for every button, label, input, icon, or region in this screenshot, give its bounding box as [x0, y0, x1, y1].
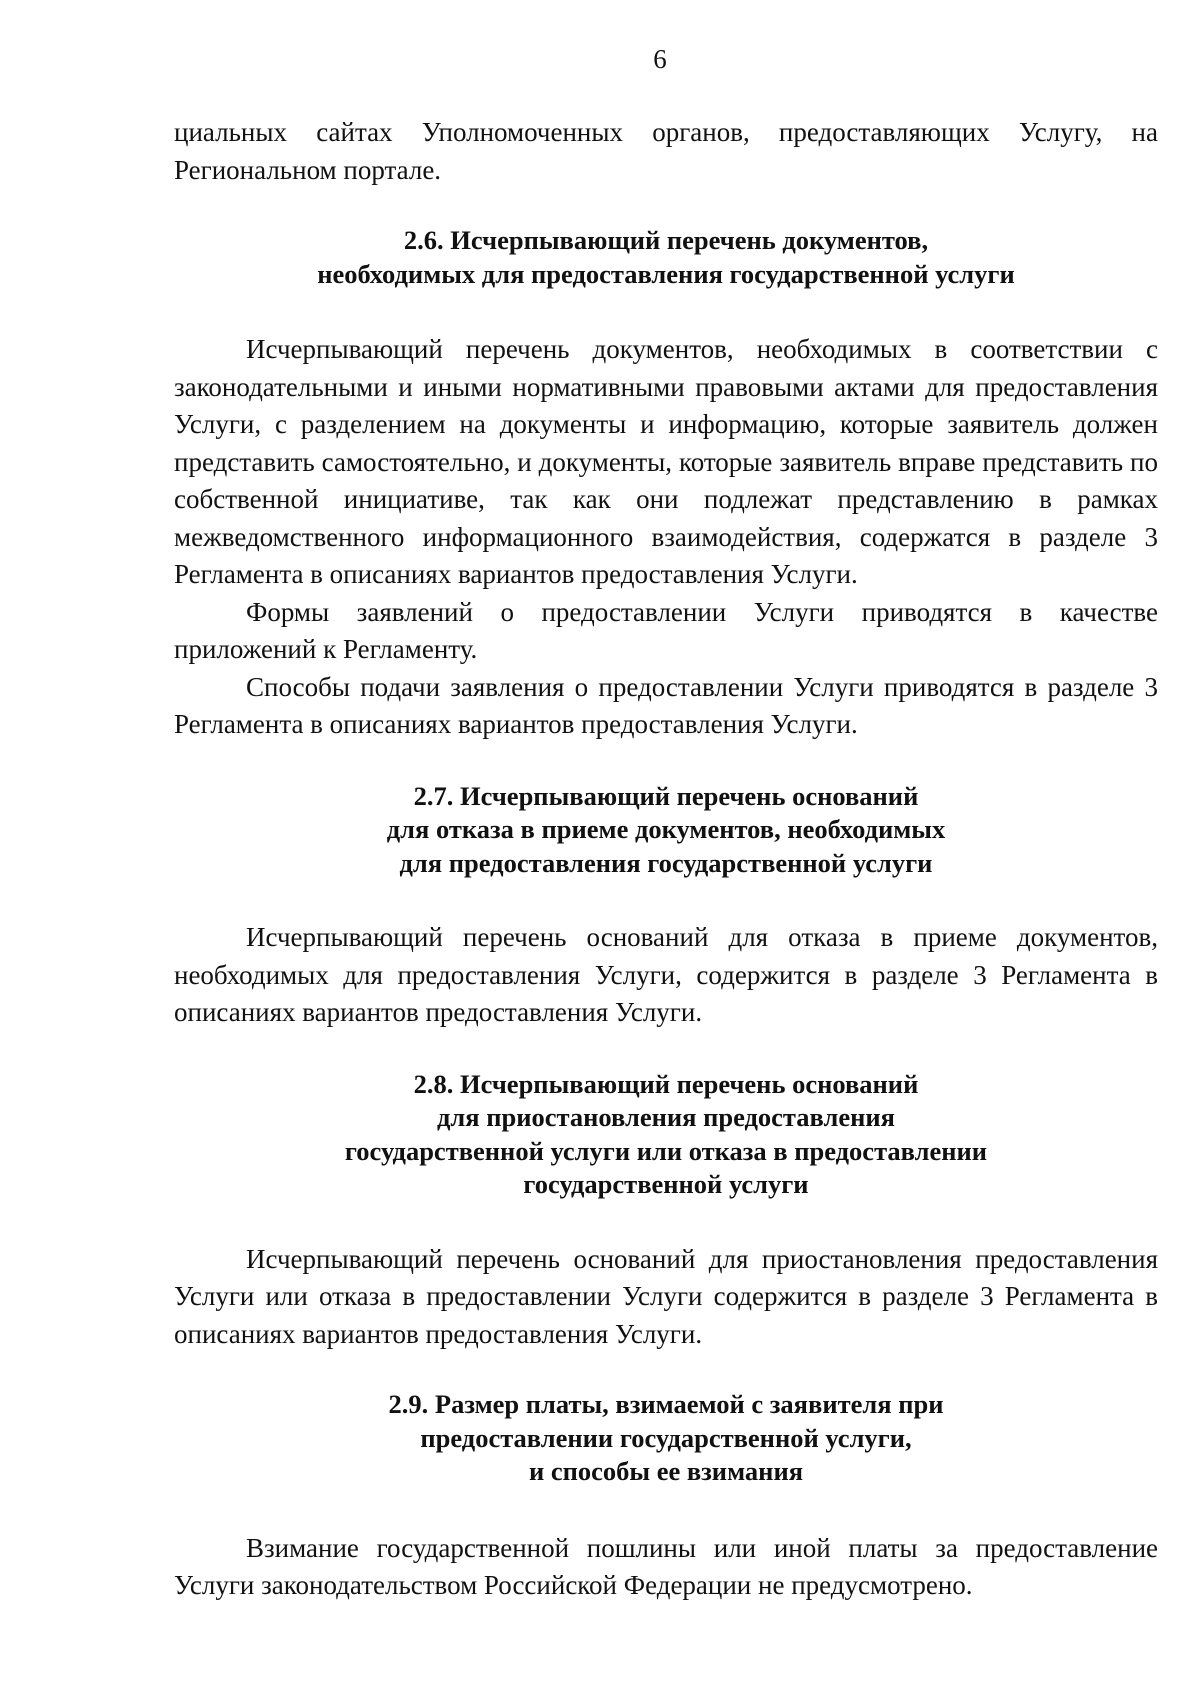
- heading-line: для предоставления государственной услуги: [399, 847, 933, 878]
- heading-line: 2.7. Исчерпывающий перечень оснований: [413, 780, 919, 811]
- heading-line: государственной услуги или отказа в предоставлении: [344, 1135, 988, 1166]
- heading-line: государственной услуги: [523, 1169, 809, 1199]
- section-2-9-paragraph-1: Взимание государственной пошлины или иной платы за предоставление Услуги законодательством Российской Федерации не предусмотрено.: [174, 1532, 1158, 1600]
- section-2-6-paragraph-3: Способы подачи заявления о предоставлении Услуги приводятся в разделе 3 Регламента в описаниях вариантов предоставления Услуги.: [174, 671, 1158, 739]
- heading-line: 2.6. Исчерпывающий перечень документов,: [403, 225, 929, 255]
- heading-line: для отказа в приеме документов, необходимых: [386, 814, 946, 844]
- section-2-6-paragraph-1: Исчерпывающий перечень документов, необходимых в соответствии с законодательными и иными нормативными правовыми актами для предоставления Услуги, с разделением на документы и информацию, которые заявитель должен представить самостоятельно, и документы, которые заявитель вправе представить по собственной инициативе, так как они подлежат представлению в рамках межведомственного информационного взаимодействия, содержатся в разделе 3 Регламента в описаниях вариантов предоставления Услуги.: [174, 334, 1158, 589]
- heading-line: и способы ее взимания: [528, 1456, 804, 1486]
- section-2-7-paragraph-1: Исчерпывающий перечень оснований для отказа в приеме документов, необходимых для предоставления Услуги, содержится в разделе 3 Регламента в описаниях вариантов предоставления Услуги.: [174, 922, 1158, 1027]
- heading-line: необходимых для предоставления государственной услуги: [317, 258, 1015, 289]
- document-body: [174, 114, 1158, 1605]
- intro-paragraph: циальных сайтах Уполномоченных органов, предоставляющих Услугу, на Региональном портале.: [174, 117, 1158, 185]
- section-2-8-heading: [174, 1068, 1158, 1202]
- page-number: 6: [653, 44, 667, 74]
- section-2-7-heading: [174, 780, 1158, 881]
- section-2-6-paragraph-2: Формы заявлений о предоставлении Услуги приводятся в качестве приложений к Регламенту.: [174, 596, 1158, 664]
- section-2-8-paragraph-1: Исчерпывающий перечень оснований для приостановления предоставления Услуги или отказа в предоставлении Услуги содержится в разделе 3 Регламента в описаниях вариантов предоставления Услуги.: [174, 1243, 1158, 1349]
- section-2-6-heading: [174, 224, 1158, 291]
- heading-line: предоставлении государственной услуги,: [420, 1422, 912, 1453]
- heading-line: 2.9. Размер платы, взимаемой с заявителя при: [388, 1389, 944, 1419]
- section-2-9-heading: [174, 1388, 1158, 1489]
- heading-line: для приостановления предоставления: [437, 1102, 895, 1132]
- heading-line: 2.8. Исчерпывающий перечень оснований: [413, 1068, 919, 1099]
